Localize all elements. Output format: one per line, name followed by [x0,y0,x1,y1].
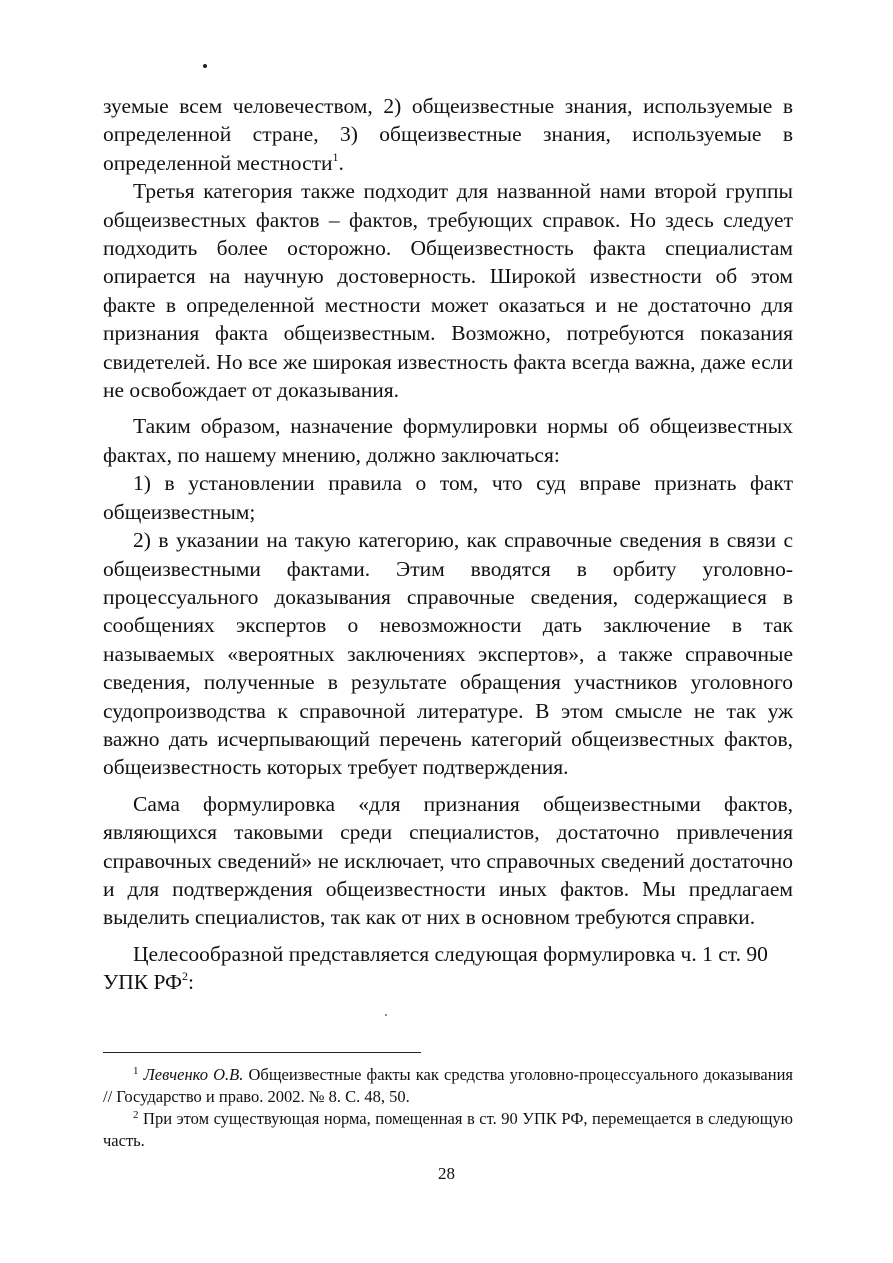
paragraph-5: 2) в указании на такую категорию, как справочные сведения в связи с общеизвестными фактами. Этим вводятся в орбиту уголовно-процессуального доказывания справочные сведения, содержащиеся в сообщениях экспертов о невозможности дать заключение в так называемых «вероятных заключениях экспертов», а также справочные сведения, полученные в результате обращения участников уголовного судопроизводства к справочной литературе. В этом смысле не так уж важно дать исчерпывающий перечень категорий общеизвестных фактов, общеизвестность которых требует подтверждения. [103,528,793,780]
paragraph-7: Целесообразной представляется следующая формулировка ч. 1 ст. 90 УПК $РФ^2$: [103,941,768,995]
footnote-ref-2[interactable]: 2 [182,969,189,984]
paragraph-1: зуемые всем человечеством, 2) общеизвестные знания, используемые в определенной стране, 3) общеизвестные знания, используемые в определенной местности$^1$. [103,94,793,175]
paragraph-3: Таким образом, назначение формулировки нормы об общеизвестных фактах, по нашему мнению, должно заключаться: [103,414,793,467]
paragraph-2: Третья категория также подходит для названной нами второй группы общеизвестных фактов – фактов, требующих справок. Но здесь следует подходить более осторожно. Общеизвестность факта специалистам опирается на научную достоверность. Широкой известности об этом факте в определенной местности может оказаться и не достаточно для признания факта общеизвестным. Возможно, потребуются показания свидетелей. Но все же широкая известность факта всегда важна, даже если не освобождает от доказывания. [103,179,793,403]
paragraph-6: Сама формулировка «для признания общеизвестными фактов, являющихся таковыми среди специалистов, достаточно привлечения справочных сведений» не исключает, что справочных сведений достаточно и для подтверждения общеизвестности иных фактов. Мы предлагаем выделить специалистов, так как от них в основном требуются справки. [103,791,793,930]
footnotes [103,1064,793,1152]
paragraph-4: 1) в установлении правила о том, что суд вправе признать факт общеизвестным; [103,471,793,524]
scan-speck [203,64,207,68]
footnote-ref-1[interactable]: 1 [332,149,339,164]
body-text [103,92,793,1005]
scan-speck [385,1014,387,1016]
footnote-2: $^2$ При этом существующая норма, помещенная в ст. 90 УПК РФ, перемещается в следующую часть. [103,1109,793,1150]
footnote-1: $^1$ Левченко О.В. Общеизвестные факты как средства уголовно-процессуального доказывания // Государство и право. 2002. № 8. С. 48, 50. [103,1065,793,1106]
page-number: 28 [438,1164,455,1183]
footnote-author: Левченко О.В. [143,1065,244,1084]
footnote-divider [103,1052,421,1053]
